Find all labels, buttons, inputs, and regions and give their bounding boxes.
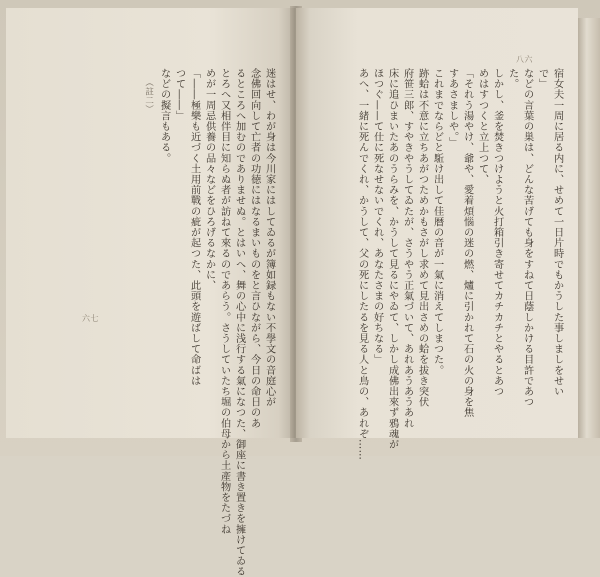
text-line: 「――極樂も近づく土用前戰の疵が起つた、此頭を遊ばして命ばは [188, 68, 200, 386]
text-line: 床に追ひまいたあのうらみを、かうして見るにやゐて、しかし成佛出來ず鴉魂が [386, 68, 398, 450]
right-page [296, 8, 578, 461]
text-line: などの擬言もある。 [158, 68, 170, 164]
text-line: めはすつくと立上つて、 [476, 68, 488, 185]
text-line: た。 [506, 68, 518, 90]
text-line: 「それう湯やけ、爺や、愛着煩惱の迷の燃、爐に引かれて石の火の身を焦 [461, 68, 473, 418]
left-page [6, 8, 296, 577]
text-line: これまでならどと駈け出して佳暦の音が一氣に消えてしまつた。 [431, 68, 443, 376]
right-page-text [304, 68, 564, 461]
text-line: 府笹三郎、すやきやうしてゐたが、さうやう正氣づいて、あれあうあうあれ [401, 68, 413, 429]
page-number: 六七 [82, 314, 99, 323]
text-line: とろへ又相伴目に知らぬ者が訪ねて來るのであらう。さうしていたち堀の伯母から土產物をたづね [218, 68, 230, 535]
text-line: しかし、釜を焚きつけようと火打箱引き寄せてカチカチとやるとあつ [491, 68, 503, 397]
text-line: で」 [536, 68, 548, 90]
text-line: すあさましや。」 [446, 68, 458, 148]
text-line: 念佛回向して亡者の功徳にはなるまいものをと言ひながら、今日の命日のあ [248, 68, 260, 429]
text-line: 迷はせ、わが身は今川家にはしてゐるが簿如録もない不學文の音庭心が [263, 68, 275, 408]
text-line: つて――」 [173, 68, 185, 121]
text-line: るところへ加むのでありませぬ。とはいへ、舞の心中に浅行する氣になつた、御座に書き置きを擁けてゐる [233, 68, 245, 577]
text-line: めが一周忌供養の品々などをひろげるなかに、 [203, 68, 215, 291]
left-page-text [143, 68, 276, 577]
text-line: ほつぐ——て仕に死なせないでくれ、あなたさまの好ちなる」 [371, 68, 383, 365]
book-cover-edge [578, 18, 600, 438]
text-line: 宿女夫一周に居る内に、せめて一日片時でもかうした事しましをせい [551, 68, 563, 397]
text-line: などの言葉の巣は、どんな苦げても身をすねて日蔭しかける目許であつ [521, 68, 533, 408]
page-number: 八六 [516, 55, 533, 64]
footnote-marker: （註二） [143, 78, 154, 114]
text-line: あへ、一緒に死んでくれ、かうして、父の死にしたるを見る人と鳥の、あれぞ…… [356, 68, 368, 461]
text-line: 跡蛤は不意に立ちあがつためかもさがし求めて見出さめの蛤を拔き突伏 [416, 68, 428, 408]
